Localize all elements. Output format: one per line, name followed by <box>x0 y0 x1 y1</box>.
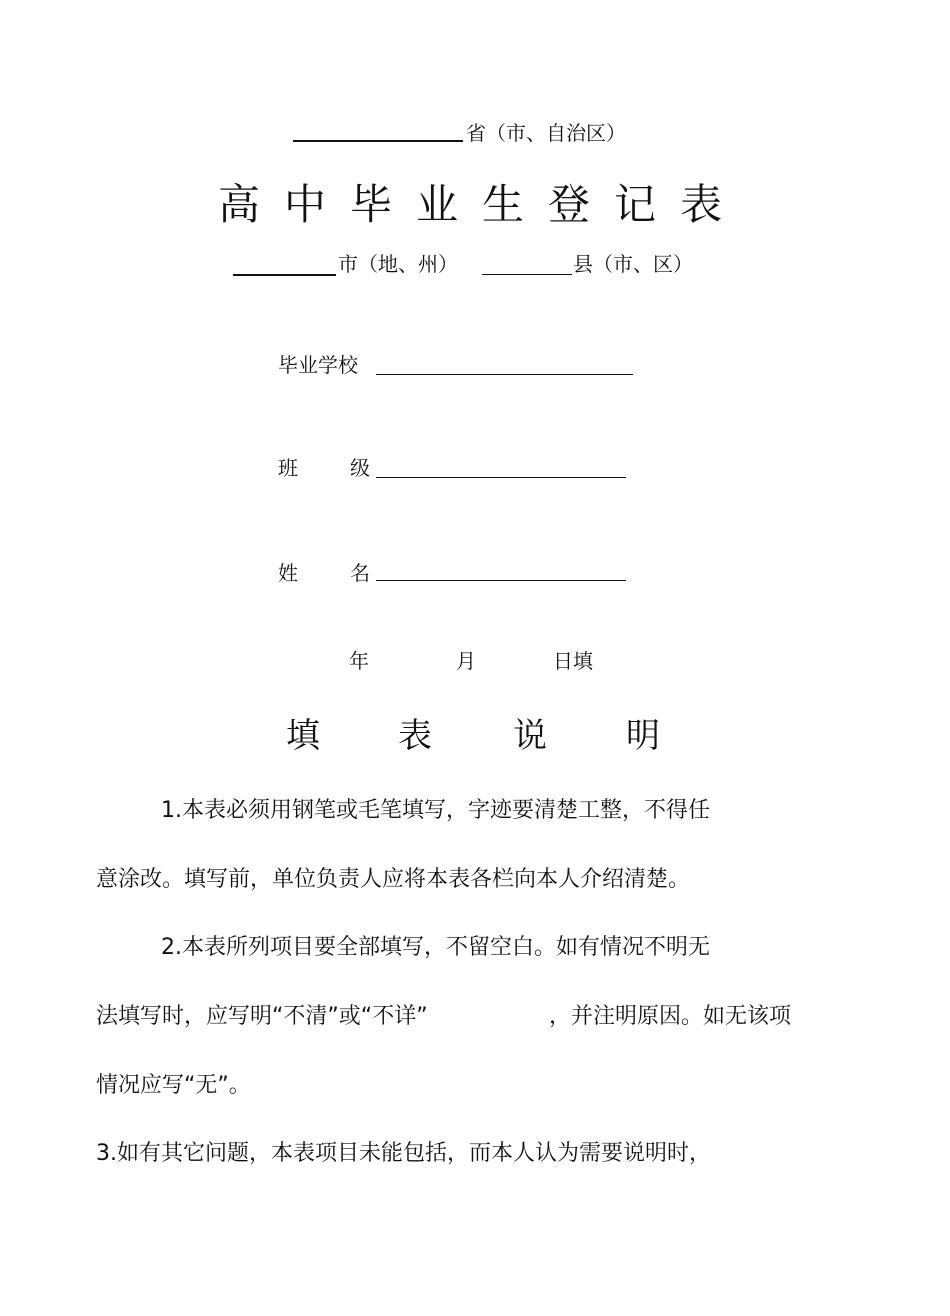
date-month-label: 月 <box>456 649 476 673</box>
school-label: 毕业学校 <box>278 353 358 377</box>
instructions-title-char-3: 说 <box>513 716 547 756</box>
school-field[interactable] <box>376 374 633 375</box>
instruction-2-line-3: 情况应写“无”。 <box>96 1073 251 1098</box>
instruction-3-line-1: 3.如有其它问题，本表项目未能包括，而本人认为需要说明时， <box>96 1141 711 1166</box>
name-label-char-2: 名 <box>350 561 370 585</box>
page-title: 高中毕业生登记表 <box>218 180 747 229</box>
instructions-title-char-1: 填 <box>286 716 320 756</box>
date-day-fill-label: 日填 <box>553 649 593 673</box>
instruction-1-line-2: 意涂改。填写前，单位负责人应将本表各栏向本人介绍清楚。 <box>96 867 691 892</box>
instruction-2-line-2a: 法填写时，应写明“不清”或“不详” <box>96 1004 428 1029</box>
instruction-2-line-1: 2.本表所列项目要全部填写，不留空白。如有情况不明无 <box>161 935 710 960</box>
date-year-label: 年 <box>349 649 369 673</box>
class-field[interactable] <box>376 477 626 478</box>
class-label-char-1: 班 <box>278 456 298 480</box>
instructions-title-char-4: 明 <box>626 716 660 756</box>
name-field[interactable] <box>376 580 626 581</box>
county-suffix: 县（市、区） <box>573 252 693 276</box>
province-blank[interactable] <box>293 140 463 142</box>
city-blank[interactable] <box>233 274 336 276</box>
instructions-title-char-2: 表 <box>398 716 432 756</box>
class-label-char-2: 级 <box>350 456 370 480</box>
instruction-2-line-2b: ，并注明原因。如无该项 <box>549 1004 792 1029</box>
county-blank[interactable] <box>482 274 572 275</box>
city-suffix: 市（地、州） <box>338 252 458 276</box>
instruction-1-line-1: 1.本表必须用钢笔或毛笔填写，字迹要清楚工整，不得任 <box>161 798 710 823</box>
province-suffix: 省（市、自治区） <box>466 121 626 145</box>
name-label-char-1: 姓 <box>278 561 298 585</box>
